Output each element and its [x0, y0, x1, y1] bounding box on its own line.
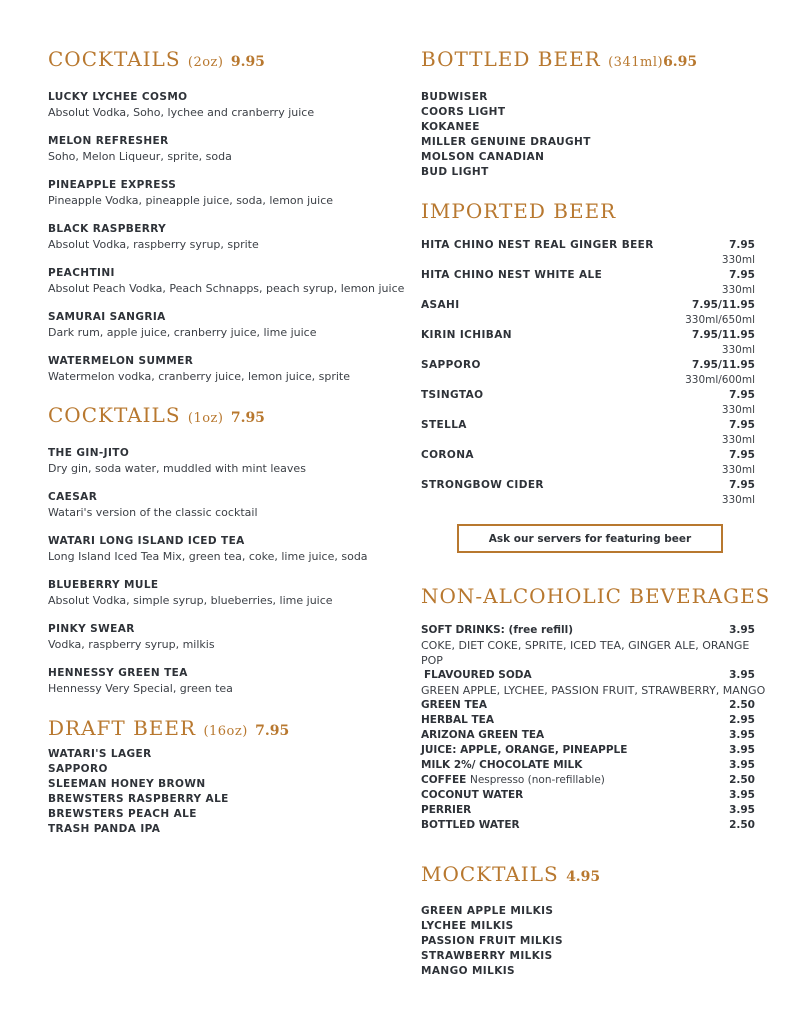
list-item	[48, 446, 408, 476]
item-name: JUICE: APPLE, ORANGE, PINEAPPLE	[421, 744, 628, 756]
section-title-text: IMPORTED BEER	[421, 199, 617, 223]
item-price: 3.95	[729, 744, 755, 756]
section-title-draft-beer	[48, 713, 408, 747]
item-name: SOFT DRINKS: (free refill)	[421, 624, 574, 636]
item-desc: COKE, DIET COKE, SPRITE, ICED TEA, GINGER ALE, ORANGE POP	[421, 639, 750, 667]
item-price: 2.50	[729, 699, 755, 711]
section-title-imported-beer	[421, 196, 761, 226]
list-item	[48, 178, 408, 208]
section-price: 7.95	[255, 723, 290, 739]
section-size: (2oz)	[187, 55, 224, 70]
item-name: LUCKY LYCHEE COSMO	[48, 91, 188, 103]
list-item	[48, 222, 408, 252]
list-item	[421, 818, 755, 833]
section-title-cocktails-1oz	[48, 400, 408, 434]
item-price: 3.95	[729, 789, 755, 801]
list-item	[421, 713, 755, 728]
item-desc: Pineapple Vodka, pineapple juice, soda, lemon juice	[48, 194, 334, 207]
item-name: MELON REFRESHER	[48, 135, 169, 147]
item-price: 3.95	[729, 669, 755, 681]
section-price: 4.95	[566, 869, 601, 885]
list-item	[421, 743, 755, 758]
list-item: LYCHEE MILKIS	[421, 920, 514, 932]
item-desc: Soho, Melon Liqueur, sprite, soda	[48, 150, 232, 163]
list-item: GREEN APPLE MILKIS	[421, 905, 554, 917]
item-price: 7.95	[729, 449, 755, 461]
item-name: COCONUT WATER	[421, 789, 524, 801]
item-desc: Dry gin, soda water, muddled with mint leaves	[48, 462, 306, 475]
item-name: STRONGBOW CIDER	[421, 479, 544, 491]
list-item: MILLER GENUINE DRAUGHT	[421, 136, 591, 148]
list-item: COORS LIGHT	[421, 106, 506, 118]
item-price: 3.95	[729, 804, 755, 816]
section-size: (1oz)	[187, 411, 224, 426]
left-column	[48, 44, 408, 837]
list-item	[421, 803, 755, 818]
item-name: GREEN TEA	[421, 699, 487, 711]
item-name: PEACHTINI	[48, 267, 115, 279]
section-title-non-alcoholic	[421, 581, 771, 611]
cocktails-2oz-list	[48, 90, 408, 384]
list-item: BUDWISER	[421, 91, 488, 103]
list-item	[421, 238, 755, 268]
item-name: STELLA	[421, 419, 467, 431]
list-item	[48, 666, 408, 696]
item-name: CAESAR	[48, 491, 98, 503]
section-title-text: DRAFT BEER	[48, 716, 197, 740]
list-item	[48, 90, 408, 120]
right-column	[421, 44, 771, 979]
section-title-text: COCKTAILS	[48, 403, 181, 427]
list-item: KOKANEE	[421, 121, 480, 133]
item-name: PINKY SWEAR	[48, 623, 135, 635]
list-item	[421, 388, 755, 418]
list-item	[421, 448, 755, 478]
item-name: PINEAPPLE EXPRESS	[48, 179, 177, 191]
item-desc: Absolut Vodka, simple syrup, blueberries, lime juice	[48, 594, 333, 607]
section-price: 9.95	[230, 54, 265, 70]
item-price: 7.95	[729, 479, 755, 491]
item-price: 3.95	[729, 729, 755, 741]
section-price: 6.95	[663, 54, 698, 70]
item-name: THE GIN-JITO	[48, 447, 130, 459]
item-desc: Hennessy Very Special, green tea	[48, 682, 233, 695]
list-item	[421, 728, 755, 743]
imported-beer-list	[421, 238, 755, 508]
list-item: TRASH PANDA IPA	[48, 823, 161, 835]
cocktails-1oz-list	[48, 446, 408, 696]
item-name: TSINGTAO	[421, 389, 484, 401]
item-name	[421, 773, 605, 788]
item-desc: Long Island Iced Tea Mix, green tea, coke, lime juice, soda	[48, 550, 368, 563]
list-item	[48, 354, 408, 384]
draft-beer-list	[48, 747, 408, 837]
item-price: 7.95	[729, 239, 755, 251]
list-item	[421, 623, 755, 668]
item-size: 330ml	[721, 494, 755, 506]
list-item: SLEEMAN HONEY BROWN	[48, 778, 206, 790]
featured-beer-callout: Ask our servers for featuring beer	[457, 524, 723, 553]
list-item: WATARI'S LAGER	[48, 748, 152, 760]
section-size: (341ml)	[608, 55, 664, 70]
item-price: 3.95	[729, 759, 755, 771]
item-name: HITA CHINO NEST WHITE ALE	[421, 269, 603, 281]
item-desc: Dark rum, apple juice, cranberry juice, lime juice	[48, 326, 317, 339]
item-name-text: COFFEE	[421, 774, 467, 786]
item-name: HITA CHINO NEST REAL GINGER BEER	[421, 239, 654, 251]
list-item	[421, 268, 755, 298]
list-item	[48, 310, 408, 340]
list-item	[421, 773, 755, 788]
item-size: 330ml/600ml	[685, 374, 755, 386]
section-title-mocktails	[421, 859, 761, 892]
list-item	[421, 668, 766, 698]
list-item	[421, 328, 755, 358]
list-item	[48, 134, 408, 164]
list-item: MANGO MILKIS	[421, 965, 516, 977]
item-name: WATERMELON SUMMER	[48, 355, 194, 367]
list-item	[421, 758, 755, 773]
item-price: 7.95	[729, 389, 755, 401]
item-name: MILK 2%/ CHOCOLATE MILK	[421, 759, 583, 771]
mocktails-list	[421, 904, 761, 979]
list-item	[48, 266, 408, 296]
list-item: BUD LIGHT	[421, 166, 489, 178]
list-item: BREWSTERS PEACH ALE	[48, 808, 197, 820]
non-alcoholic-list	[421, 623, 766, 833]
item-price: 7.95	[729, 419, 755, 431]
item-name: WATARI LONG ISLAND ICED TEA	[48, 535, 245, 547]
list-item	[421, 478, 755, 508]
list-item	[421, 788, 755, 803]
section-title-text: NON-ALCOHOLIC BEVERAGES	[421, 584, 771, 608]
item-size: 330ml	[721, 464, 755, 476]
section-title-bottled-beer	[421, 44, 761, 78]
item-desc: Absolut Peach Vodka, Peach Schnapps, peach syrup, lemon juice	[48, 282, 405, 295]
item-name: KIRIN ICHIBAN	[421, 329, 512, 341]
list-item: BREWSTERS RASPBERRY ALE	[48, 793, 229, 805]
list-item	[421, 698, 755, 713]
section-title-text: BOTTLED BEER	[421, 47, 601, 71]
list-item	[48, 534, 408, 564]
item-note: Nespresso (non-refillable)	[469, 774, 605, 786]
bottled-beer-list	[421, 90, 761, 180]
item-name: ARIZONA GREEN TEA	[421, 729, 545, 741]
item-price: 3.95	[729, 624, 755, 636]
item-name: SAPPORO	[421, 359, 481, 371]
item-name: ASAHI	[421, 299, 460, 311]
item-size: 330ml	[721, 344, 755, 356]
item-name: BLUEBERRY MULE	[48, 579, 159, 591]
list-item	[421, 358, 755, 388]
item-price: 2.50	[729, 819, 755, 831]
item-desc: GREEN APPLE, LYCHEE, PASSION FRUIT, STRAWBERRY, MANGO	[421, 684, 766, 697]
item-size: 330ml	[721, 434, 755, 446]
item-price: 7.95/11.95	[692, 299, 755, 311]
section-price: 7.95	[230, 410, 265, 426]
item-name: BLACK RASPBERRY	[48, 223, 167, 235]
section-title-text: COCKTAILS	[48, 47, 181, 71]
list-item	[48, 578, 408, 608]
item-desc: Watermelon vodka, cranberry juice, lemon juice, sprite	[48, 370, 350, 383]
item-name: HENNESSY GREEN TEA	[48, 667, 188, 679]
list-item: MOLSON CANADIAN	[421, 151, 545, 163]
item-desc: Absolut Vodka, Soho, lychee and cranberry juice	[48, 106, 315, 119]
item-price: 2.50	[729, 774, 755, 786]
list-item	[48, 622, 408, 652]
item-price: 7.95/11.95	[692, 329, 755, 341]
item-price: 7.95	[729, 269, 755, 281]
item-name: HERBAL TEA	[421, 714, 494, 726]
item-name: FLAVOURED SODA	[424, 669, 532, 681]
item-size: 330ml	[721, 284, 755, 296]
item-size: 330ml	[721, 254, 755, 266]
list-item: PASSION FRUIT MILKIS	[421, 935, 563, 947]
item-desc: Watari's version of the classic cocktail	[48, 506, 258, 519]
list-item	[421, 298, 755, 328]
item-price: 2.95	[729, 714, 755, 726]
section-title-text: MOCKTAILS	[421, 862, 559, 886]
list-item: SAPPORO	[48, 763, 108, 775]
item-name: SAMURAI SANGRIA	[48, 311, 166, 323]
item-name: CORONA	[421, 449, 474, 461]
section-size: (16oz)	[203, 724, 248, 739]
section-title-cocktails-2oz	[48, 44, 408, 78]
item-name: BOTTLED WATER	[421, 819, 520, 831]
item-price: 7.95/11.95	[692, 359, 755, 371]
list-item: STRAWBERRY MILKIS	[421, 950, 553, 962]
list-item	[421, 418, 755, 448]
item-name: PERRIER	[421, 804, 472, 816]
list-item	[48, 490, 408, 520]
item-desc: Vodka, raspberry syrup, milkis	[48, 638, 215, 651]
item-desc: Absolut Vodka, raspberry syrup, sprite	[48, 238, 259, 251]
item-size: 330ml/650ml	[685, 314, 755, 326]
item-size: 330ml	[721, 404, 755, 416]
